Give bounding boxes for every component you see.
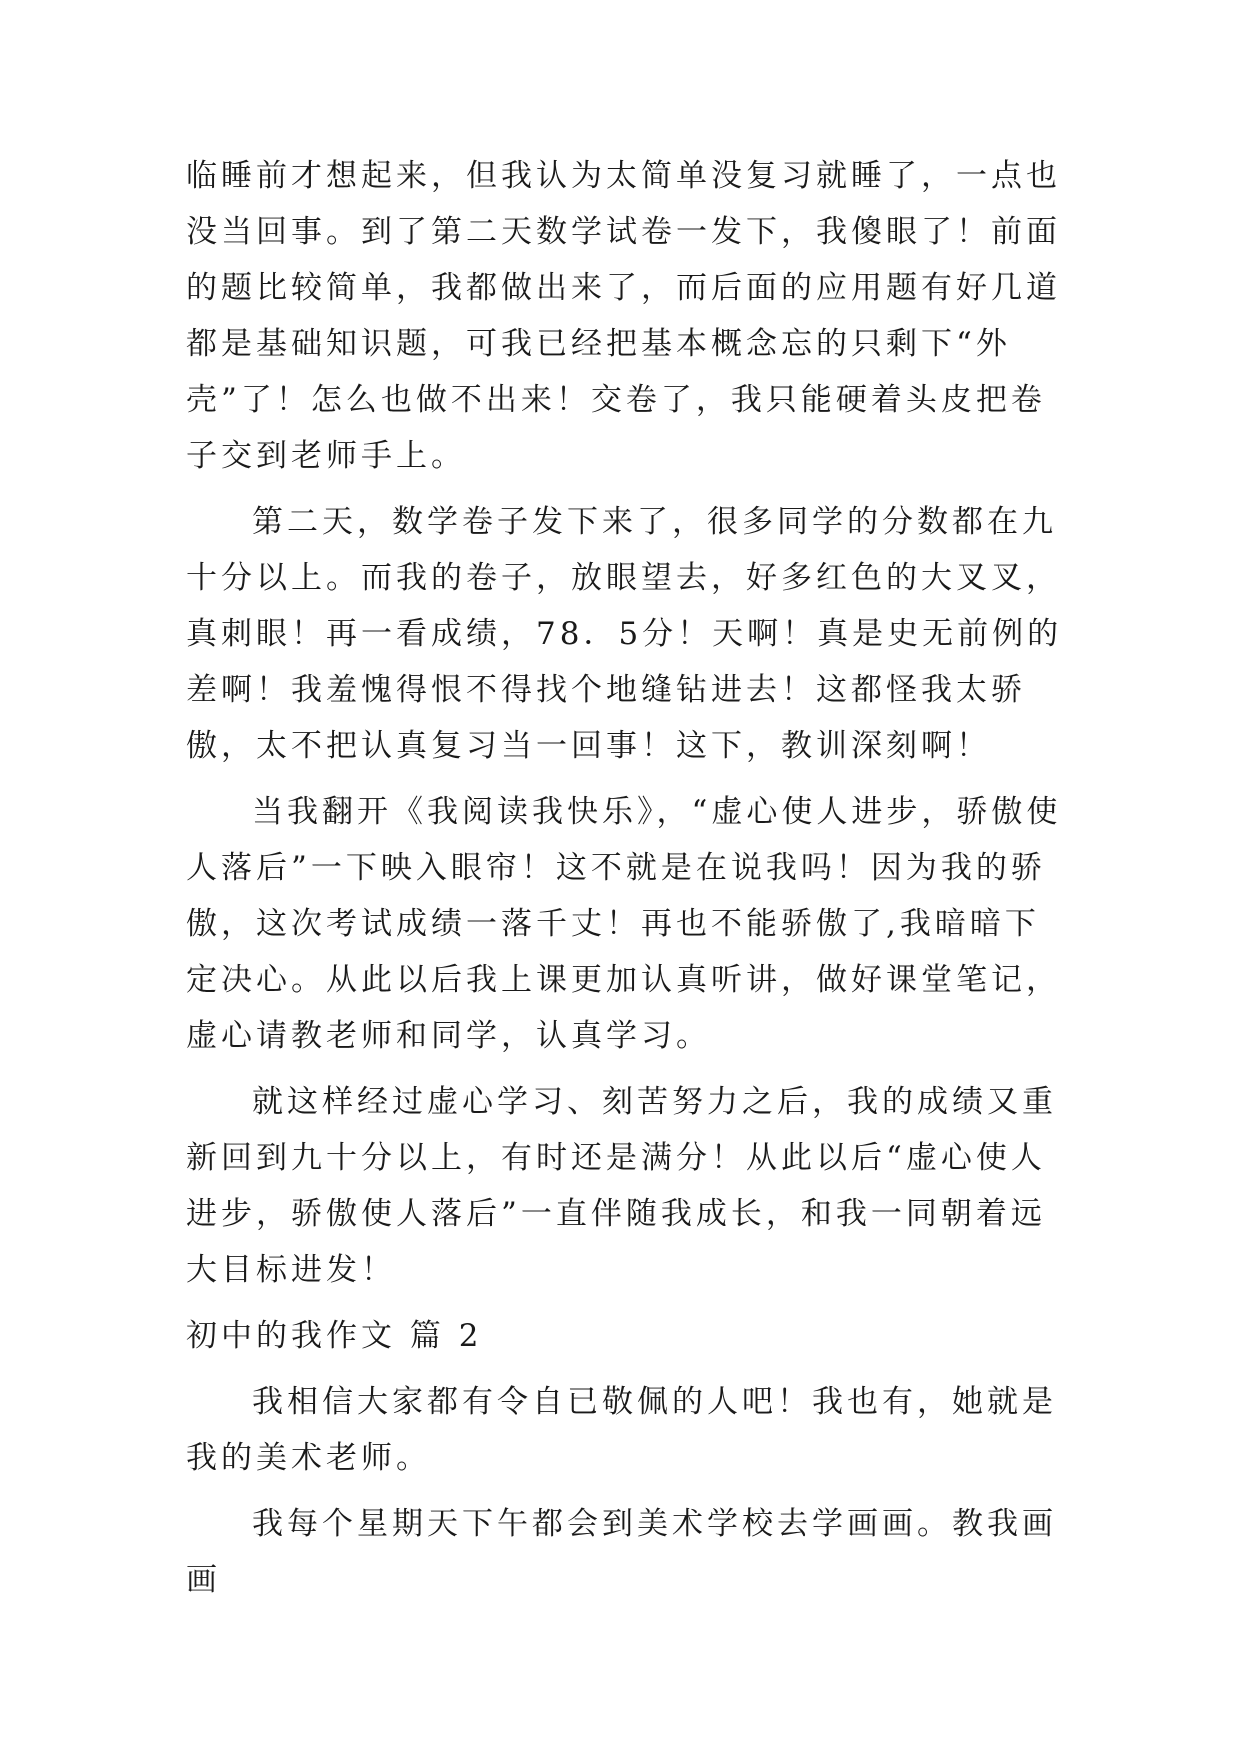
paragraph-6: 我每个星期天下午都会到美术学校去学画画。教我画画 [186,1506,1057,1598]
paragraph-4: 就这样经过虚心学习、刻苦努力之后，我的成绩又重新回到九十分以上，有时还是满分！从此以后“虚心使人进步，骄傲使人落后”一直伴随我成长，和我一同朝着远大目标进发！ [186,1084,1057,1288]
section-heading: 初中的我作文 篇 2 [186,1318,483,1354]
paragraph-1: 临睡前才想起来，但我认为太简单没复习就睡了，一点也没当回事。到了第二天数学试卷一发下，我傻眼了！前面的题比较简单，我都做出来了，而后面的应用题有好几道都是基础知识题，可我已经把基本概念忘的只剩下“外壳”了！怎么也做不出来！交卷了，我只能硬着头皮把卷子交到老师手上。 [186,158,1061,474]
document-body [186,148,1066,1618]
paragraph-5: 我相信大家都有令自已敬佩的人吧！我也有，她就是我的美术老师。 [186,1384,1057,1476]
paragraph-2: 第二天，数学卷子发下来了，很多同学的分数都在九十分以上。而我的卷子，放眼望去，好多红色的大叉叉，真刺眼！再一看成绩，78．5分！天啊！真是史无前例的差啊！我羞愧得恨不得找个地缝钻进去！这都怪我太骄傲，太不把认真复习当一回事！这下，教训深刻啊！ [186,504,1063,764]
paragraph-3: 当我翻开《我阅读我快乐》，“虚心使人进步，骄傲使人落后”一下映入眼帘！这不就是在说我吗！因为我的骄傲，这次考试成绩一落千丈！再也不能骄傲了,我暗暗下定决心。从此以后我上课更加认真听讲，做好课堂笔记，虚心请教老师和同学，认真学习。 [186,794,1062,1054]
